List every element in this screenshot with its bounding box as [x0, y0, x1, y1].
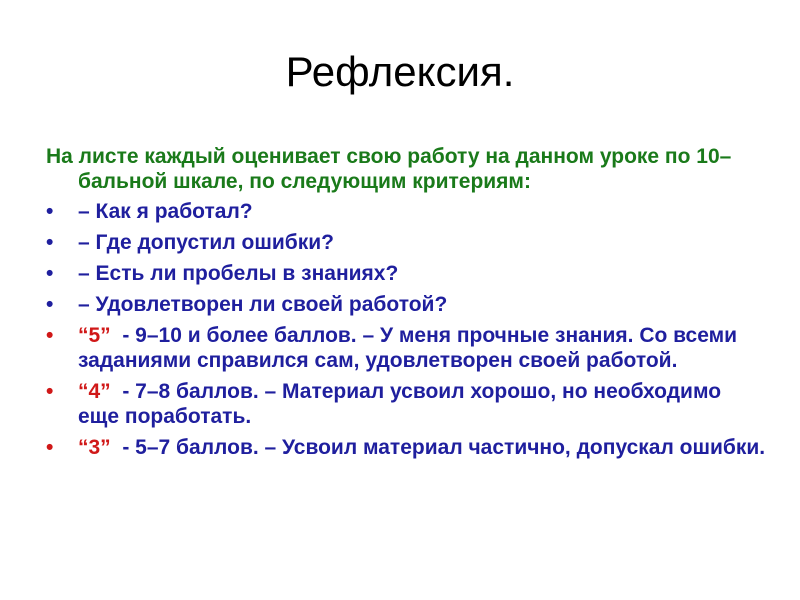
bullet-icon: • — [46, 436, 54, 459]
bullet-icon: • — [46, 262, 54, 285]
question-text: – Как я работал? — [78, 200, 253, 223]
question-item — [46, 292, 766, 317]
question-text: – Есть ли пробелы в знаниях? — [78, 262, 399, 285]
question-item — [46, 199, 766, 224]
intro-text: На листе каждый оценивает свою работу на данном уроке по 10–бальной шкале, по следующим критериям: — [46, 145, 732, 193]
grade-item — [46, 379, 766, 429]
slide-title: Рефлексия. — [285, 48, 515, 95]
question-text: – Удовлетворен ли своей работой? — [78, 293, 448, 316]
question-item — [46, 261, 766, 286]
grade-description: - 9–10 и более баллов. – У меня прочные знания. Со всеми заданиями справился сам, удовлетворен своей работой. — [78, 324, 743, 372]
grade-item — [46, 435, 766, 460]
grade-description: - 5–7 баллов. – Усвоил материал частично, допускал ошибки. — [110, 436, 766, 459]
grade-mark: “4” — [78, 380, 111, 403]
grade-mark: “3” — [78, 436, 111, 459]
slide-content — [46, 144, 766, 466]
grade-description: - 7–8 баллов. – Материал усвоил хорошо, но необходимо еще поработать. — [78, 380, 727, 428]
bullet-icon: • — [46, 293, 54, 316]
bullet-icon: • — [46, 231, 54, 254]
bullet-icon: • — [46, 380, 54, 403]
bullet-icon: • — [46, 200, 54, 223]
grade-item — [46, 323, 766, 373]
bullet-icon: • — [46, 324, 54, 347]
question-item — [46, 230, 766, 255]
question-text: – Где допустил ошибки? — [78, 231, 334, 254]
grade-mark: “5” — [78, 324, 111, 347]
criteria-list — [46, 199, 766, 460]
